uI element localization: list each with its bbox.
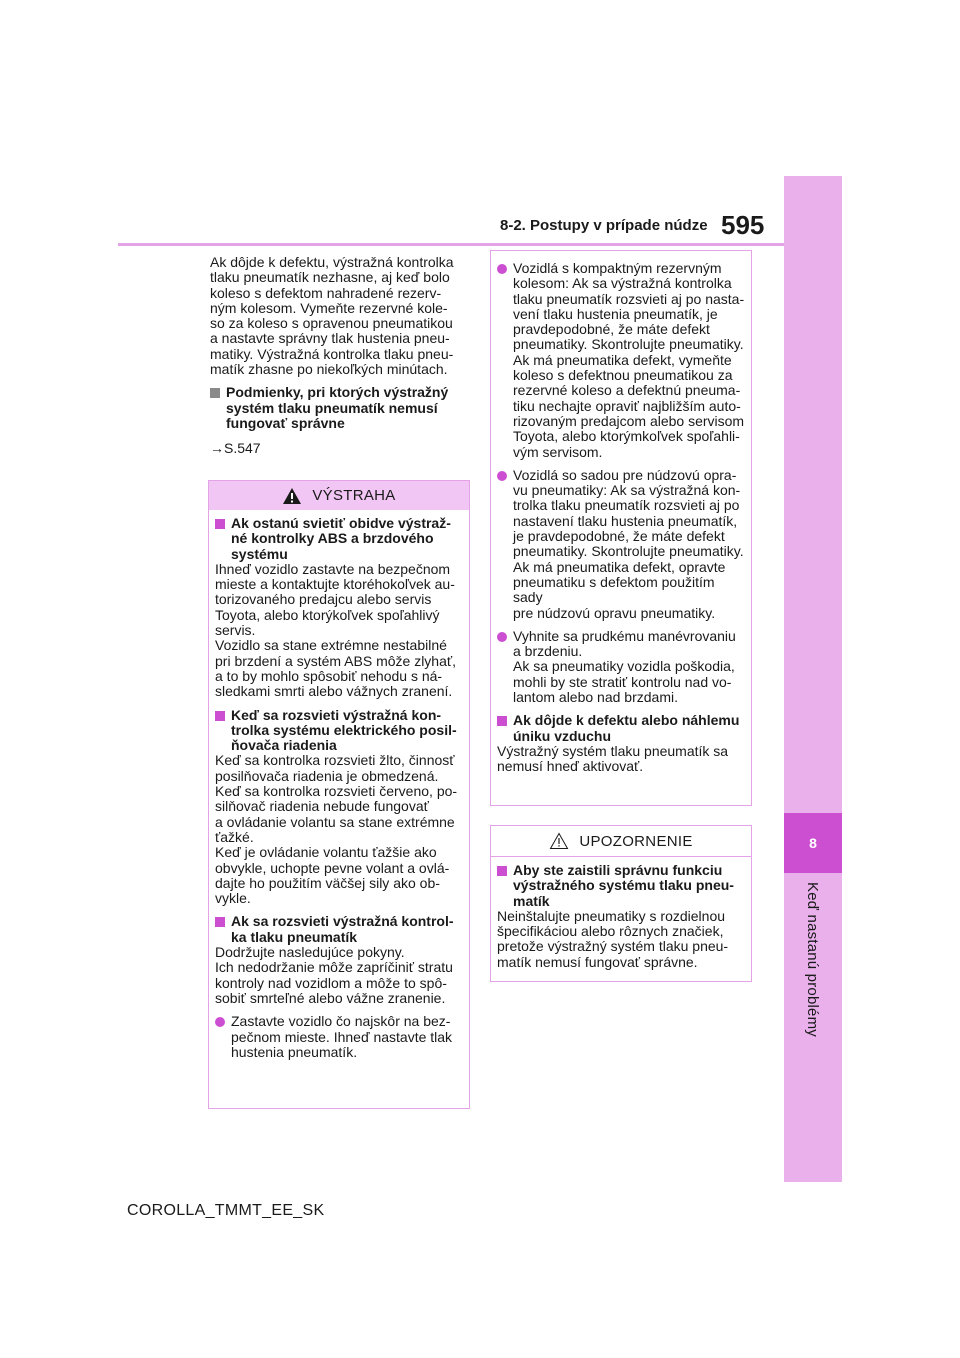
heading-line: výstražného systému tlaku pneu-: [513, 877, 734, 894]
bullet-line: Ak má pneumatika defekt, opravte: [513, 558, 726, 575]
heading-line: ňovača riadenia: [231, 737, 337, 754]
chapter-number-tab[interactable]: [784, 813, 842, 873]
body-line: Keď sa kontrolka rozsvieti červeno, po-: [215, 783, 458, 800]
bullet-line: trolka tlaku pneumatík rozsvieti aj po: [513, 497, 740, 514]
pink-square-bullet-icon: [215, 519, 225, 529]
body-line: sledkami smrti alebo vážnych zranení.: [215, 683, 453, 700]
warning-bullet-stop: [215, 1014, 463, 1060]
bullet-line: kolesom: Ak sa výstražná kontrolka: [513, 275, 732, 292]
body-line: silňovač riadenia nebude fungovať: [215, 798, 429, 815]
body-line: Keď je ovládanie volantu ťažšie ako: [215, 844, 437, 861]
bullet-line: Vozidlá so sadou pre núdzovú opra-: [513, 466, 737, 483]
body-line: Ich nedodržanie môže zapríčiniť stratu: [215, 959, 453, 976]
body-line: špecifikáciou alebo rôznych značiek,: [497, 923, 724, 940]
body-line: sobiť smrteľné alebo vážne zranenie.: [215, 989, 446, 1006]
bullet-line: rizovaným predajcom alebo servisom: [513, 412, 745, 429]
body-line: Vozidlo sa stane extrémne nestabilné: [215, 637, 447, 654]
caution-icon: [549, 832, 569, 850]
warning-title: VÝSTRAHA: [312, 487, 396, 504]
bullet-line: pravdepodobné, že máte defekt: [513, 321, 710, 338]
bullet-line: tlaku pneumatík rozsvieti aj po nasta-: [513, 290, 745, 307]
heading-line: ka tlaku pneumatík: [231, 928, 358, 945]
body-line: dajte ho použitím väčšej sily ako ob-: [215, 874, 440, 891]
heading-line: né kontrolky ABS a brzdového: [231, 530, 434, 547]
notice-box: [490, 825, 752, 982]
bullet-line: Vyhnite sa prudkému manévrovaniu: [513, 627, 736, 644]
bullet-line: je pravdepodobné, že máte defekt: [513, 528, 725, 545]
body-line: Keď sa kontrolka rozsvieti žlto, činnosť: [215, 752, 455, 769]
conditions-heading: [210, 385, 468, 431]
heading-line: Aby ste zaistili správnu funkciu: [513, 862, 723, 878]
heading-line: Podmienky, pri ktorých výstražný: [226, 384, 449, 401]
bullet-line: pneumatiku s defektom použitím sady: [513, 573, 715, 606]
round-bullet-icon: [215, 1017, 225, 1027]
bullet-line: hustenia pneumatík.: [231, 1043, 358, 1060]
chapter-label: Keď nastanú problémy: [804, 882, 821, 1037]
heading-line: Ak ostanú svietiť obidve výstraž-: [231, 515, 451, 531]
body-line: servis.: [215, 622, 256, 639]
heading-line: Keď sa rozsvieti výstražná kon-: [231, 706, 442, 723]
body-line: obvykle, uchopte pevne volant a ovlá-: [215, 859, 450, 876]
bullet-line: Zastavte vozidlo čo najskôr na bez-: [231, 1013, 451, 1030]
warning-box-header: [209, 481, 469, 510]
bullet-line: mohli by ste stratiť kontrolu nad vo-: [513, 673, 732, 690]
body-line: posilňovača riadenia je obmedzená.: [215, 767, 439, 784]
left-column-text: [210, 255, 468, 467]
header-rule: [118, 243, 784, 246]
intro-line: tlaku pneumatík nezhasne, aj keď bolo: [210, 269, 450, 286]
heading-line: Ak dôjde k defektu alebo náhlemu: [513, 712, 740, 729]
body-line: ťažké.: [215, 828, 254, 845]
body-line: kontroly nad vozidlom a môže to spô-: [215, 974, 447, 991]
heading-line: matík: [513, 892, 550, 909]
body-line: Ihneď vozidlo zastavte na bezpečnom: [215, 560, 451, 577]
body-line: a ovládanie volantu sa stane extrémne: [215, 813, 455, 830]
section-title: 8-2. Postupy v prípade núdze: [500, 217, 708, 234]
body-line: matík nemusí fungovať správne.: [497, 953, 698, 970]
intro-line: matiky. Výstražná kontrolka tlaku pneu-: [210, 345, 454, 362]
bullet-line: vení tlaku hustenia pneumatík, je: [513, 305, 718, 322]
bullet-line: vu pneumatiky: Ak sa výstražná kon-: [513, 482, 741, 499]
body-line: pretože výstražný systém tlaku pneu-: [497, 938, 729, 955]
warning-body-sudden-leak: [497, 744, 745, 775]
warning-box: [208, 480, 470, 1109]
warning-body-tpms: [215, 945, 463, 1006]
heading-line: systému: [231, 545, 288, 562]
body-line: mieste a kontaktujte ktoréhokoľvek au-: [215, 576, 455, 593]
pink-square-bullet-icon: [497, 866, 507, 876]
page-reference-link[interactable]: →S.547: [210, 440, 261, 457]
intro-line: Ak dôjde k defektu, výstražná kontrolka: [210, 254, 454, 270]
warning-heading-sudden-leak: [497, 713, 745, 744]
pink-square-bullet-icon: [215, 917, 225, 927]
body-line: nemusí hneď aktivovať.: [497, 758, 644, 775]
body-line: torizovaného predajcu alebo servis: [215, 591, 432, 608]
intro-line: koleso s defektom nahradené rezerv-: [210, 284, 442, 301]
bullet-line: nastavení tlaku hustenia pneumatík,: [513, 512, 738, 529]
heading-line: Ak sa rozsvieti výstražná kontrol-: [231, 913, 454, 930]
intro-line: ným kolesom. Vymeňte rezervné kole-: [210, 299, 448, 316]
warning-heading-eps: [215, 708, 463, 754]
heading-line: trolka systému elektrického posil-: [231, 721, 457, 738]
heading-line: systém tlaku pneumatík nemusí: [226, 399, 438, 416]
warning-heading-abs: [215, 516, 463, 562]
notice-body: [497, 909, 745, 970]
bullet-line: pečnom mieste. Ihneď nastavte tlak: [231, 1028, 453, 1045]
pink-square-bullet-icon: [497, 716, 507, 726]
body-line: pri brzdení a systém ABS môže zlyhať,: [215, 652, 457, 669]
bullet-line: Ak sa pneumatiky vozidla poškodia,: [513, 658, 735, 675]
body-line: Neinštalujte pneumatiky s rozdielnou: [497, 907, 726, 924]
bullet-line: a brzdeniu.: [513, 643, 583, 660]
warning-bullet-compact-spare: [497, 261, 745, 460]
warning-bullet-repair-kit: [497, 468, 745, 621]
notice-title: UPOZORNENIE: [579, 832, 693, 850]
heading-line: úniku vzduchu: [513, 727, 611, 744]
round-bullet-icon: [497, 264, 507, 274]
warning-box-continued: [490, 250, 752, 806]
notice-box-header: [491, 826, 751, 857]
intro-paragraph: [210, 255, 468, 377]
bullet-line: vým servisom.: [513, 443, 603, 460]
gray-square-bullet-icon: [210, 388, 220, 398]
bullet-line: tiku nechajte opraviť najbližším auto-: [513, 397, 741, 414]
bullet-line: rezervné koleso a defektnú pneuma-: [513, 382, 741, 399]
chapter-number: 8: [809, 835, 817, 851]
warning-heading-tpms: [215, 914, 463, 945]
heading-line: fungovať správne: [226, 414, 345, 431]
bullet-line: Ak má pneumatika defekt, vymeňte: [513, 351, 732, 368]
bullet-line: Toyota, alebo ktorýmkoľvek spoľahli-: [513, 428, 740, 445]
body-line: Výstražný systém tlaku pneumatík sa: [497, 742, 729, 759]
pink-square-bullet-icon: [215, 711, 225, 721]
warning-body-eps: [215, 753, 463, 906]
bullet-line: pneumatiky. Skontrolujte pneumatiky.: [513, 543, 744, 560]
warning-bullet-avoid-maneuvers: [497, 629, 745, 705]
bullet-line: pneumatiky. Skontrolujte pneumatiky.: [513, 336, 744, 353]
bullet-line: koleso s defektnou pneumatikou za: [513, 367, 733, 384]
round-bullet-icon: [497, 632, 507, 642]
round-bullet-icon: [497, 471, 507, 481]
bullet-line: Vozidlá s kompaktným rezervným: [513, 260, 722, 276]
bullet-line: pre núdzovú opravu pneumatiky.: [513, 604, 716, 621]
body-line: Dodržujte nasledujúce pokyny.: [215, 944, 405, 961]
bullet-line: lantom alebo nad brzdami.: [513, 689, 678, 706]
body-line: a to by mohlo spôsobiť nehodu s ná-: [215, 667, 443, 684]
document-code: COROLLA_TMMT_EE_SK: [127, 1202, 325, 1219]
intro-line: matík zhasne po niekoľkých minútach.: [210, 361, 448, 378]
notice-heading: [497, 863, 745, 909]
page-number: 595: [721, 210, 765, 240]
warning-body-abs: [215, 562, 463, 700]
intro-line: so za koleso s opravenou pneumatikou: [210, 315, 453, 332]
body-line: Toyota, alebo ktorýkoľvek spoľahlivý: [215, 606, 440, 623]
intro-line: a nastavte správny tlak hustenia pneu-: [210, 330, 450, 347]
body-line: vykle.: [215, 890, 251, 907]
warning-icon: [282, 487, 302, 505]
